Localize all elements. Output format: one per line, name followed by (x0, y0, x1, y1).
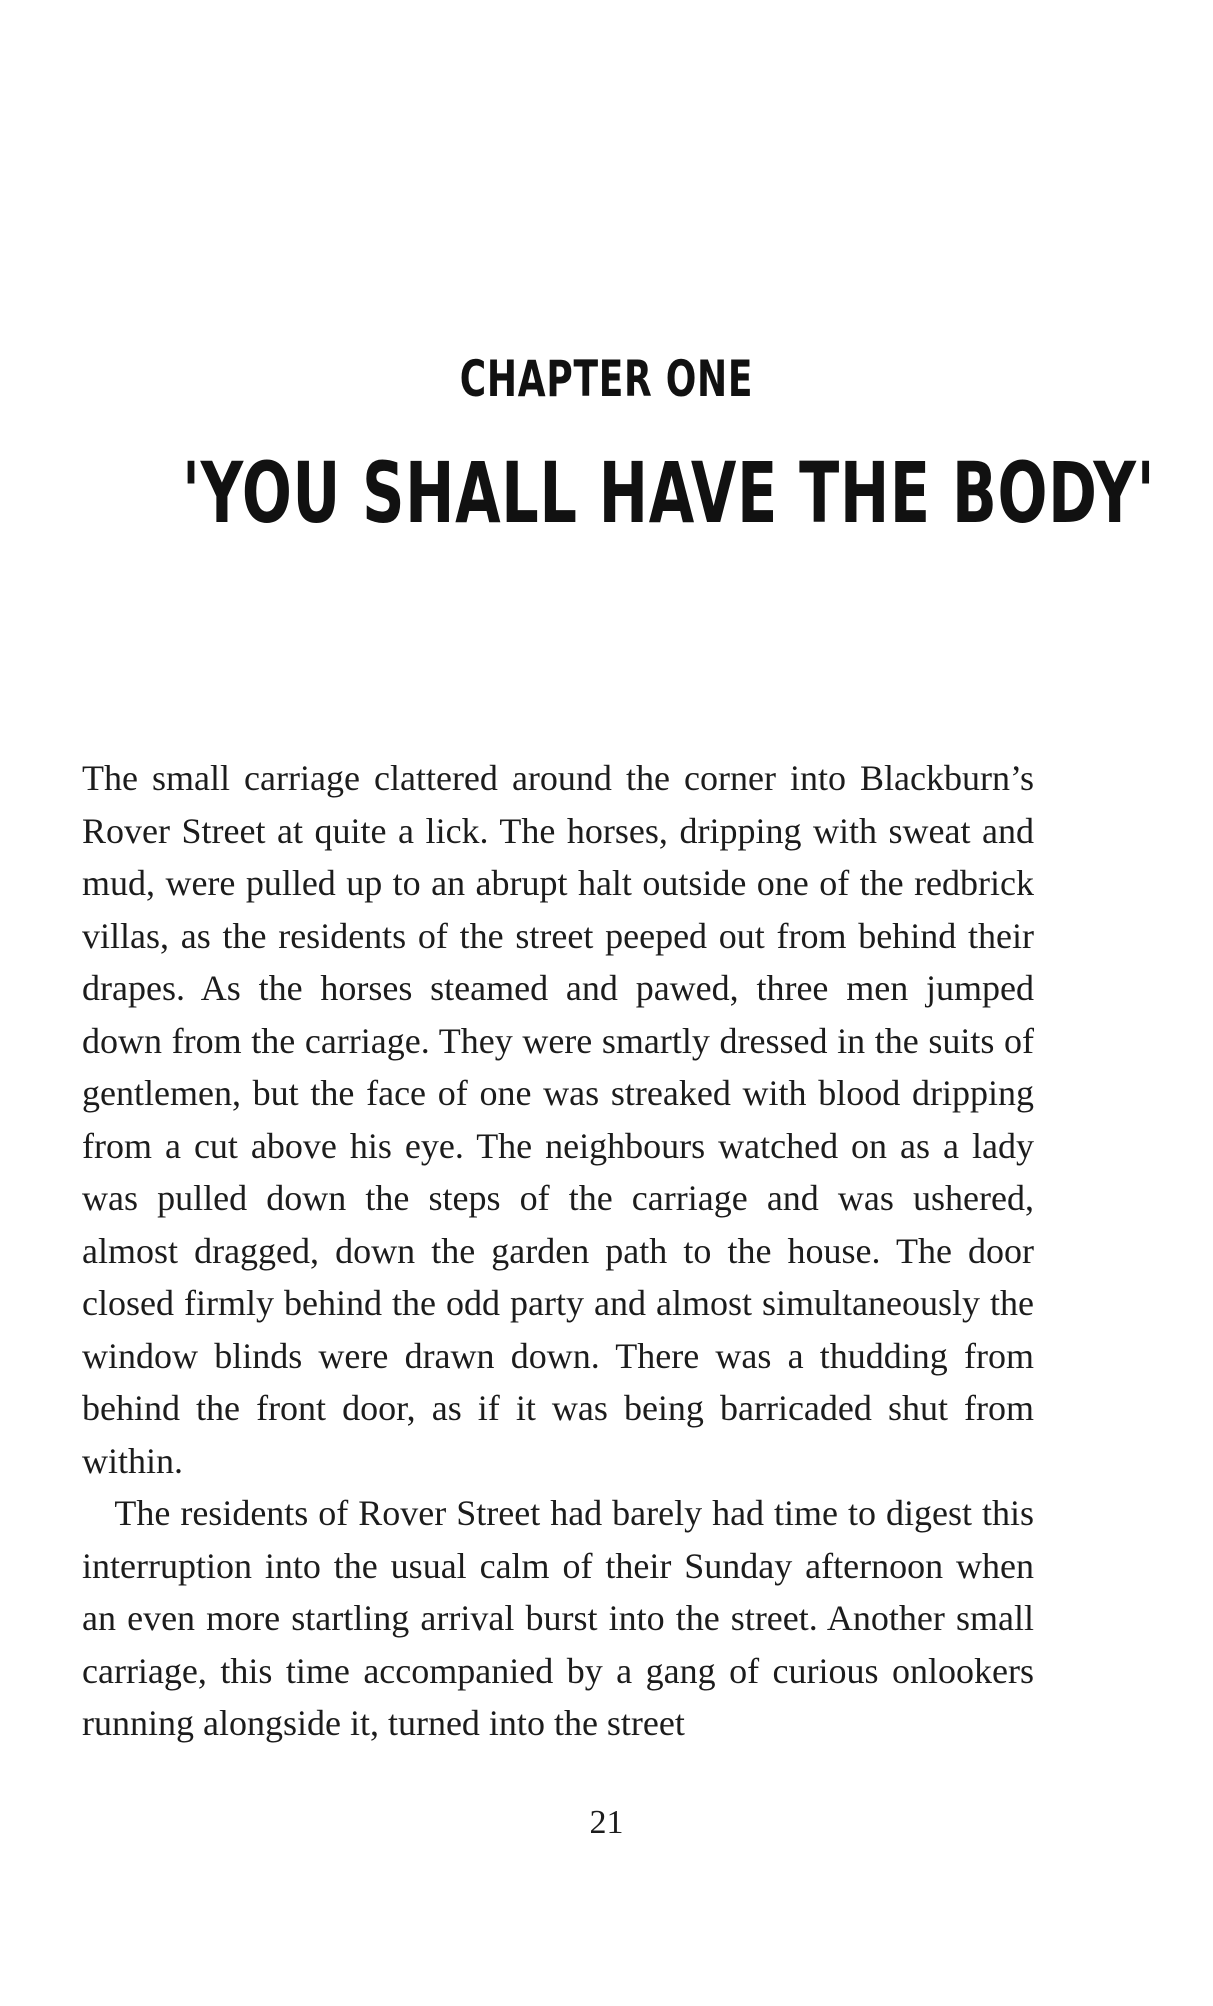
paragraph-2: The residents of Rover Street had barely had time to digest this interruption into the usual calm of their Sunday afternoon when an even more startling arrival burst into the street. Another small carriage, this time accompanied by a gang of curious onlookers running alongside it, turned into the street (82, 1493, 1034, 1743)
chapter-label: CHAPTER ONE (459, 350, 754, 408)
page-number: 21 (589, 1804, 624, 1841)
paragraph-1: The small carriage clattered around the corner into Blackburn’s Rover Street at quite a lick. The horses, dripping with sweat and mud, were pulled up to an abrupt halt outside one of the redbrick villas, as the residents of the street peeped out from behind their drapes. As the horses steamed and pawed, three men jumped down from the carriage. They were smartly dressed in the suits of gentlemen, but the face of one was streaked with blood dripping from a cut above his eye. The neighbours watched on as a lady was pulled down the steps of the carriage and was ushered, almost dragged, down the garden path to the house. The door closed firmly behind the odd party and almost simultaneously the window blinds were drawn down. There was a thudding from behind the front door, as if it was being barricaded shut from within. (82, 758, 1034, 1481)
body-text (82, 752, 1034, 1750)
chapter-title: 'YOU SHALL HAVE THE BODY' (181, 444, 1156, 542)
